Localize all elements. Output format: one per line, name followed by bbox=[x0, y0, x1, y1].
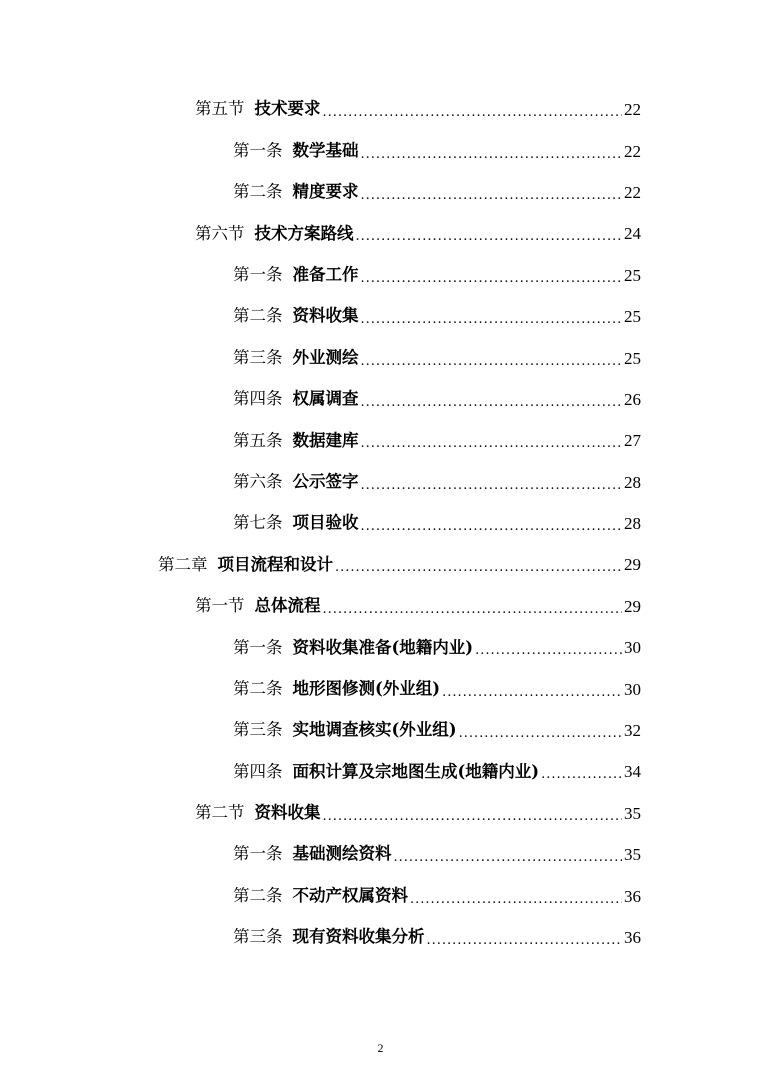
toc-entry-title: 技术方案路线 bbox=[254, 223, 354, 243]
toc-entry[interactable] bbox=[0, 710, 761, 751]
toc-entry[interactable] bbox=[0, 130, 761, 171]
toc-dot-leader bbox=[361, 520, 623, 533]
toc-dot-leader bbox=[361, 313, 623, 326]
toc-dot-leader bbox=[361, 272, 623, 285]
toc-entry-page-number: 25 bbox=[624, 265, 641, 285]
toc-entry-label: 第二条 bbox=[233, 885, 283, 905]
toc-entry-page-number: 22 bbox=[624, 141, 641, 161]
toc-entry-page-number: 35 bbox=[624, 845, 641, 865]
toc-entry-title: 资料收集 bbox=[292, 306, 359, 326]
toc-entry-title: 数学基础 bbox=[292, 140, 359, 160]
toc-entry-title: 项目验收 bbox=[292, 513, 359, 533]
toc-entry[interactable] bbox=[0, 379, 761, 420]
toc-entry-label: 第二条 bbox=[233, 306, 283, 326]
toc-dot-leader bbox=[356, 230, 623, 243]
toc-entry-label: 第二条 bbox=[233, 678, 283, 698]
toc-entry-title: 数据建库 bbox=[292, 430, 359, 450]
toc-entry-label: 第六节 bbox=[195, 223, 245, 243]
toc-entry-label: 第二章 bbox=[158, 554, 208, 574]
toc-entry-page-number: 30 bbox=[624, 679, 641, 699]
toc-entry-page-number: 24 bbox=[624, 224, 641, 244]
toc-dot-leader bbox=[361, 479, 623, 492]
toc-entry-page-number: 27 bbox=[624, 431, 641, 451]
toc-dot-leader bbox=[459, 727, 622, 740]
toc-entry-title: 公示签字 bbox=[292, 471, 359, 491]
toc-entry[interactable] bbox=[0, 462, 761, 503]
toc-entry-title: 技术要求 bbox=[254, 99, 321, 119]
toc-dot-leader bbox=[394, 851, 623, 864]
toc-entry-title: 现有资料收集分析 bbox=[292, 927, 425, 947]
toc-entry-title: 精度要求 bbox=[292, 182, 359, 202]
table-of-contents bbox=[0, 89, 761, 958]
toc-entry-label: 第六条 bbox=[233, 471, 283, 491]
toc-entry[interactable] bbox=[0, 793, 761, 834]
toc-entry-page-number: 26 bbox=[624, 389, 641, 409]
toc-entry[interactable] bbox=[0, 255, 761, 296]
toc-entry-label: 第一条 bbox=[233, 265, 283, 284]
toc-entry-label: 第一节 bbox=[195, 596, 245, 616]
toc-entry[interactable] bbox=[0, 668, 761, 709]
toc-entry[interactable] bbox=[0, 503, 761, 544]
toc-entry-page-number: 25 bbox=[624, 307, 641, 327]
toc-dot-leader bbox=[361, 148, 623, 161]
toc-entry-title: 资料收集准备(地籍内业) bbox=[292, 637, 474, 657]
toc-dot-leader bbox=[442, 686, 622, 699]
toc-dot-leader bbox=[541, 768, 622, 781]
toc-dot-leader bbox=[410, 893, 622, 906]
toc-entry-page-number: 36 bbox=[624, 928, 641, 947]
toc-entry-label: 第三条 bbox=[233, 347, 283, 367]
toc-entry[interactable] bbox=[0, 172, 761, 213]
page-number: 2 bbox=[377, 1041, 384, 1055]
toc-dot-leader bbox=[323, 106, 623, 119]
toc-entry[interactable] bbox=[0, 917, 761, 958]
toc-entry-label: 第四条 bbox=[233, 761, 283, 781]
toc-dot-leader bbox=[361, 189, 623, 202]
toc-entry-label: 第七条 bbox=[233, 513, 283, 533]
toc-dot-leader bbox=[361, 355, 623, 368]
toc-entry-label: 第三条 bbox=[233, 927, 283, 947]
toc-dot-leader bbox=[323, 810, 623, 823]
toc-dot-leader bbox=[361, 396, 623, 409]
toc-entry-label: 第三条 bbox=[233, 720, 283, 740]
toc-entry-label: 第二节 bbox=[195, 803, 245, 823]
toc-entry-label: 第二条 bbox=[233, 182, 283, 202]
toc-entry-label: 第五条 bbox=[233, 430, 283, 450]
toc-entry-page-number: 36 bbox=[624, 886, 641, 906]
toc-entry-page-number: 29 bbox=[624, 555, 641, 575]
toc-entry-title: 外业测绘 bbox=[292, 347, 359, 367]
toc-entry-title: 资料收集 bbox=[254, 803, 321, 823]
toc-entry-title: 面积计算及宗地图生成(地籍内业) bbox=[292, 761, 540, 781]
toc-entry-title: 总体流程 bbox=[254, 596, 321, 616]
toc-entry-page-number: 25 bbox=[624, 348, 641, 368]
toc-entry-title: 基础测绘资料 bbox=[292, 844, 392, 864]
toc-dot-leader bbox=[361, 437, 623, 450]
toc-entry-label: 第一条 bbox=[233, 140, 283, 160]
toc-entry-page-number: 35 bbox=[624, 803, 641, 823]
toc-dot-leader bbox=[323, 603, 623, 616]
toc-entry-page-number: 32 bbox=[624, 721, 641, 741]
toc-entry[interactable] bbox=[0, 337, 761, 378]
toc-dot-leader bbox=[427, 934, 623, 947]
toc-entry[interactable] bbox=[0, 751, 761, 792]
toc-entry-title: 准备工作 bbox=[292, 265, 359, 284]
toc-entry[interactable] bbox=[0, 544, 761, 585]
toc-entry[interactable] bbox=[0, 420, 761, 461]
toc-entry-label: 第四条 bbox=[233, 389, 283, 409]
toc-entry-title: 不动产权属资料 bbox=[292, 885, 408, 905]
toc-entry[interactable] bbox=[0, 89, 761, 130]
toc-entry-label: 第一条 bbox=[233, 844, 283, 864]
toc-entry-page-number: 22 bbox=[624, 100, 641, 120]
toc-dot-leader bbox=[335, 561, 622, 574]
toc-entry-title: 权属调查 bbox=[292, 389, 359, 409]
toc-entry-title: 地形图修测(外业组) bbox=[292, 678, 441, 698]
toc-entry[interactable] bbox=[0, 834, 761, 875]
toc-entry-label: 第一条 bbox=[233, 637, 283, 657]
toc-entry-page-number: 29 bbox=[624, 596, 641, 616]
toc-entry[interactable] bbox=[0, 627, 761, 668]
toc-entry-page-number: 22 bbox=[624, 182, 641, 202]
toc-dot-leader bbox=[475, 644, 622, 657]
toc-entry[interactable] bbox=[0, 875, 761, 916]
toc-entry[interactable] bbox=[0, 296, 761, 337]
toc-entry-page-number: 28 bbox=[624, 472, 641, 492]
toc-entry-title: 项目流程和设计 bbox=[217, 554, 333, 574]
toc-entry-title: 实地调查核实(外业组) bbox=[292, 720, 457, 740]
toc-entry-page-number: 34 bbox=[624, 762, 641, 782]
toc-entry-page-number: 28 bbox=[624, 514, 641, 534]
toc-entry[interactable] bbox=[0, 213, 761, 254]
toc-entry-label: 第五节 bbox=[195, 99, 245, 119]
toc-entry[interactable] bbox=[0, 586, 761, 627]
toc-entry-page-number: 30 bbox=[624, 638, 641, 658]
